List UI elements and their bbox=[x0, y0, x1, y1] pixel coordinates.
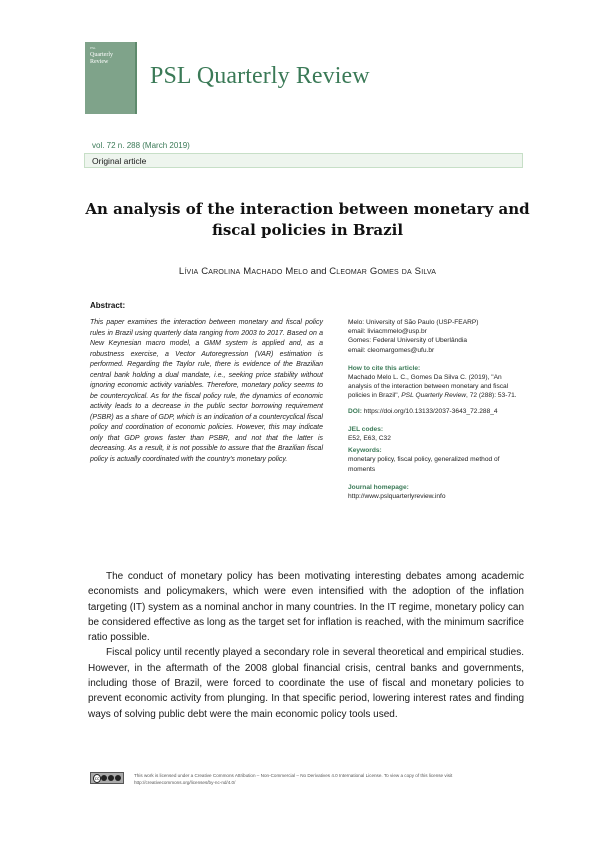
homepage-heading: Journal homepage: bbox=[348, 483, 409, 491]
creative-commons-badge[interactable] bbox=[90, 772, 124, 784]
affiliation-email-1[interactable]: email: liviacmmelo@usp.br bbox=[348, 328, 427, 336]
citation-journal: PSL Quarterly Review bbox=[401, 392, 467, 400]
jel-heading: JEL codes: bbox=[348, 425, 384, 433]
article-body bbox=[88, 569, 524, 722]
citation-post: , 72 (288): 53-71. bbox=[466, 392, 517, 400]
citation-text bbox=[348, 373, 523, 401]
homepage-link[interactable]: http://www.pslquarterlyreview.info bbox=[348, 493, 446, 501]
keywords-heading: Keywords: bbox=[348, 447, 382, 455]
doi-link[interactable]: https://doi.org/10.13133/2037-3643_72.288_4 bbox=[361, 407, 498, 415]
cite-heading: How to cite this article: bbox=[348, 364, 421, 372]
body-paragraph-1: The conduct of monetary policy has been motivating interesting debates among academic economists and policymakers, which were even intensified with the adoption of the inflation targeting (IT) system as a nominal anchor in many countries. In the IT regime, monetary policy can be considered effective as long as the target set for inflation is reached, with the minimum sacrifice ratio possible. bbox=[88, 571, 524, 644]
doi-label: DOI: bbox=[348, 407, 362, 415]
authors bbox=[80, 266, 535, 277]
cc-icon: cc bbox=[94, 775, 100, 781]
author-1: Lívia Carolina Machado Melo bbox=[178, 266, 309, 277]
affiliation-line-1: Melo: University of São Paulo (USP-FEARP) bbox=[348, 319, 479, 326]
author-conjunction: and bbox=[308, 266, 330, 277]
citation-pre: Machado Melo L. C., Gomes Da Silva C. (2019), "An analysis of the interaction between monetary and fiscal policies in Brazil", bbox=[348, 374, 509, 400]
license-text: This work is licensed under a Creative Commons Attribution – Non-Commercial – No Derivatives 4.0 International License. To view a copy of this license visit http://creativecommons.org/licenses/by-nc-nd/4.0/ bbox=[134, 773, 453, 785]
body-paragraph-2: Fiscal policy until recently played a secondary role in several theoretical and empirical studies. However, in the aftermath of the 2008 global financial crisis, central banks and governments, including those of Brazil, were forced to coordinate the use of fiscal and monetary policies to prevent economic activity from plunging. In that specific period, lowering interest rates and finding ways of solving public debt were the main economic policy tools used. bbox=[88, 647, 524, 720]
cover-small-text: PSL bbox=[90, 46, 96, 50]
license-icons bbox=[101, 775, 121, 781]
cover-title: Quarterly Review bbox=[90, 52, 113, 65]
doi-line bbox=[348, 407, 523, 416]
affiliation-email-2[interactable]: email: cleomargomes@ufu.br bbox=[348, 346, 435, 354]
abstract-text: This paper examines the interaction between monetary and fiscal policy rules in Brazil using quarterly data ranging from 2003 to 2017. Based on a New Keynesian macro model, a GMM system is applied and, as a robustness exercise, a Vector Autoregression (VAR) estimation is performed. Regarding the Taylor rule, there is evidence of the Brazilian central bank holding a dual mandate, i.e., seeking price stability without ignoring economic activity variables. Therefore, monetary policy seems to be countercyclical. As for the fiscal policy rule, the dynamics of economic activity leads to a decrease in the public sector borrowing requirement (PSBR) as a share of GDP, which is an indication of a countercyclical fiscal policy and coordination of economic policies. However, this may indicate only that GDP grows faster than PSBR, and not that the latter is decreasing. As a result, it is not possible to assure that the Brazilian fiscal policy is actually coordinated with the country's monetary policy. bbox=[90, 319, 323, 463]
keywords: monetary policy, fiscal policy, generalized method of moments bbox=[348, 456, 500, 473]
journal-cover-thumbnail bbox=[85, 42, 137, 114]
article-title: An analysis of the interaction between monetary and fiscal policies in Brazil bbox=[85, 200, 530, 239]
journal-title: PSL Quarterly Review bbox=[150, 63, 370, 89]
author-2: Cleomar Gomes da Silva bbox=[329, 266, 437, 277]
abstract-label: Abstract: bbox=[90, 301, 126, 310]
affiliation-line-2: Gomes: Federal University of Uberlândia bbox=[348, 337, 468, 345]
issue-info: vol. 72 n. 288 (March 2019) bbox=[92, 141, 190, 150]
section-label: Original article bbox=[92, 156, 147, 166]
jel-codes: E52, E63, C32 bbox=[348, 435, 391, 443]
section-bar bbox=[84, 153, 523, 168]
article-info-column bbox=[348, 318, 523, 501]
